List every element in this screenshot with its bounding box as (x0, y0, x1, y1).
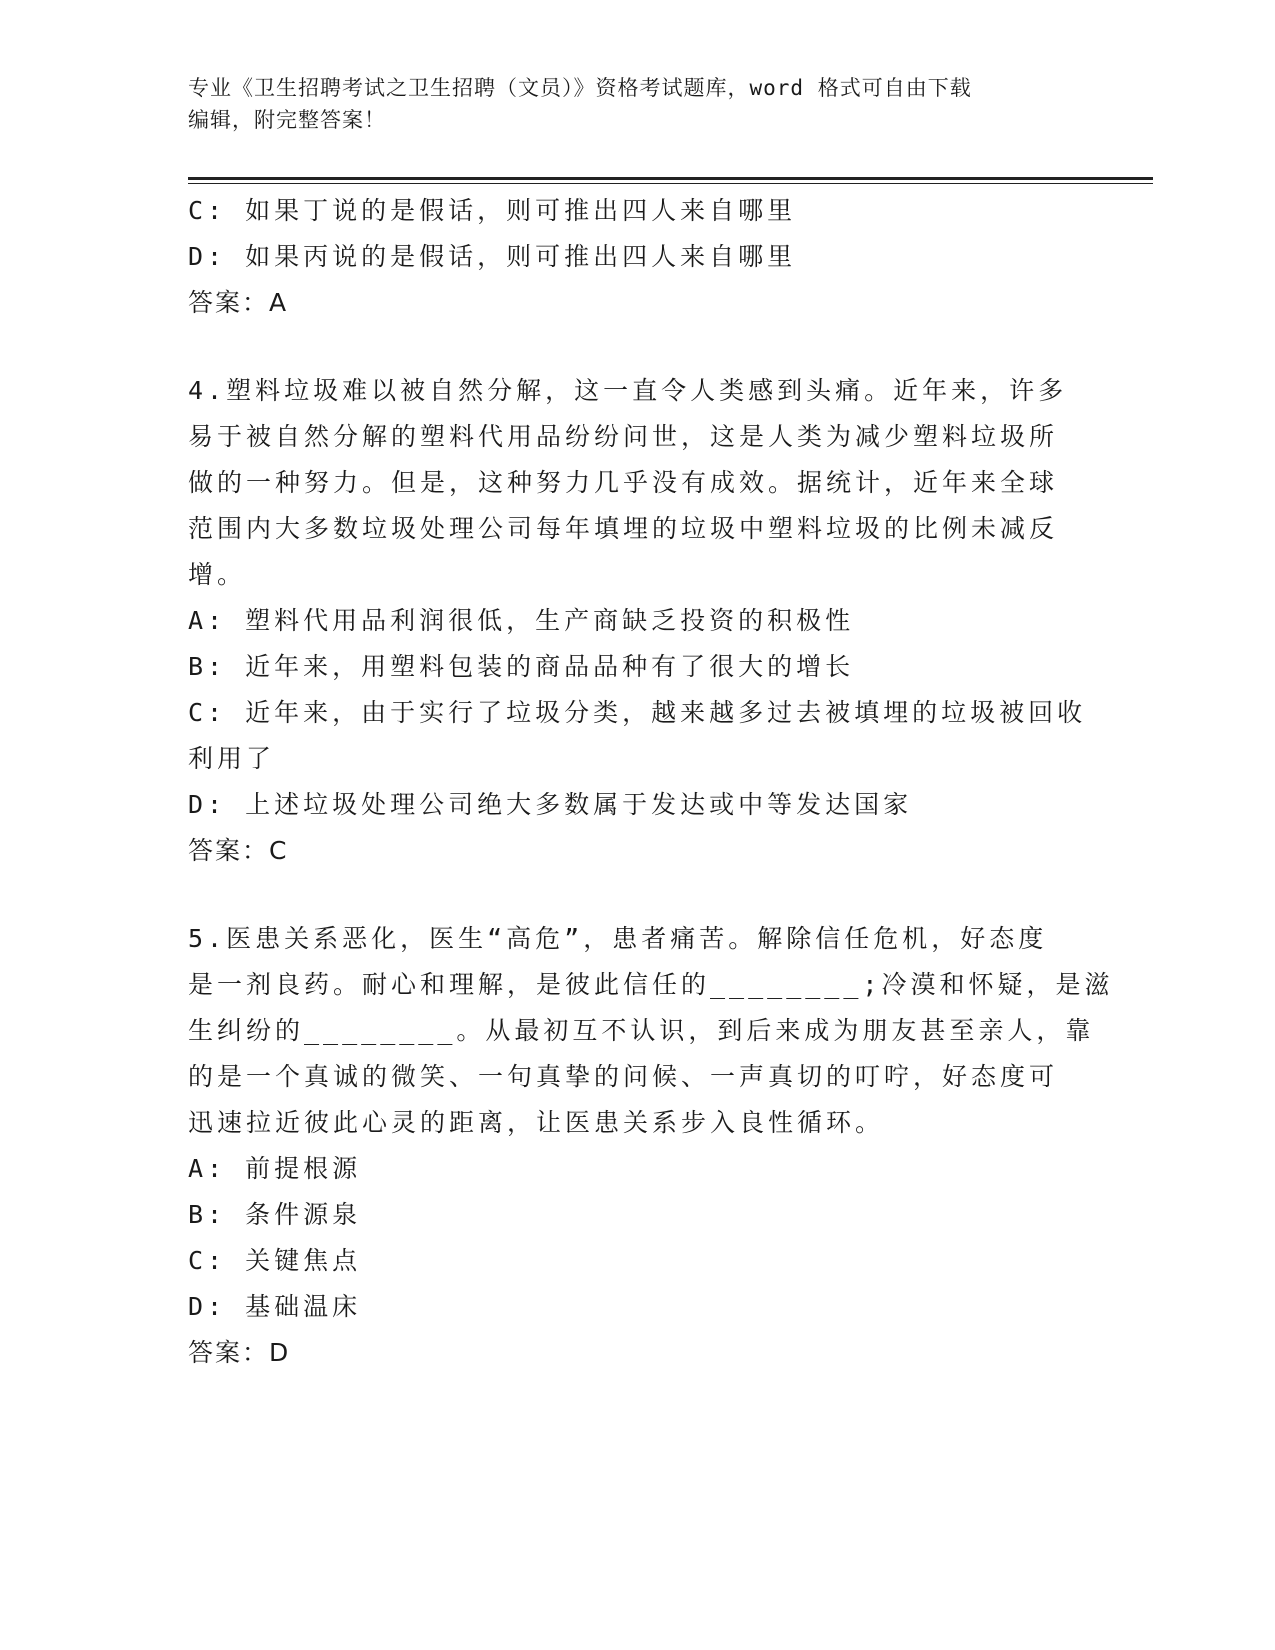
spacer (188, 874, 1088, 916)
header-rule-thick (188, 177, 1153, 180)
question-stem-line: 增。 (188, 560, 247, 589)
document-header (188, 72, 1088, 136)
question-stem-line: 做的一种努力。但是，这种努力几乎没有成效。据统计，近年来全球 (188, 468, 1059, 497)
question-stem-line: 的是一个真诚的微笑、一句真挚的问候、一声真切的叮咛，好态度可 (188, 1062, 1059, 1091)
header-line: 专业《卫生招聘考试之卫生招聘（文员）》资格考试题库，word 格式可自由下载 (188, 76, 972, 100)
option-a: A: 塑料代用品利润很低，生产商缺乏投资的积极性 (188, 606, 855, 635)
header-line: 编辑，附完整答案！ (188, 108, 386, 132)
option-b: B: 近年来，用塑料包装的商品品种有了很大的增长 (188, 652, 855, 681)
header-rule-thin (188, 183, 1153, 184)
answer-line: 答案：C (188, 836, 289, 865)
question-stem-line: 迅速拉近彼此心灵的距离，让医患关系步入良性循环。 (188, 1108, 885, 1137)
option-d: D: 如果丙说的是假话，则可推出四人来自哪里 (188, 242, 797, 271)
option-b: B: 条件源泉 (188, 1200, 362, 1229)
question-4 (188, 368, 1088, 874)
option-d: D: 上述垃圾处理公司绝大多数属于发达或中等发达国家 (188, 790, 913, 819)
question-stem-line: 生纠纷的________。从最初互不认识，到后来成为朋友甚至亲人，靠 (188, 1016, 1095, 1045)
spacer (188, 326, 1088, 368)
question-stem-line: 易于被自然分解的塑料代用品纷纷问世，这是人类为减少塑料垃圾所 (188, 422, 1059, 451)
question-stem-line: 4.塑料垃圾难以被自然分解，这一直令人类感到头痛。近年来，许多 (188, 376, 1068, 405)
option-c-continued: 利用了 (188, 744, 276, 773)
option-c: C: 近年来，由于实行了垃圾分类，越来越多过去被填埋的垃圾被回收 (188, 698, 1087, 727)
question-3-tail (188, 188, 1088, 326)
option-a: A: 前提根源 (188, 1154, 362, 1183)
option-d: D: 基础温床 (188, 1292, 362, 1321)
answer-line: 答案：A (188, 288, 289, 317)
question-stem-line: 是一剂良药。耐心和理解，是彼此信任的________;冷漠和怀疑，是滋 (188, 970, 1114, 999)
document-body (188, 188, 1114, 1376)
option-c: C: 关键焦点 (188, 1246, 362, 1275)
answer-line: 答案：D (188, 1338, 291, 1367)
option-c: C: 如果丁说的是假话，则可推出四人来自哪里 (188, 196, 797, 225)
question-stem-line: 5.医患关系恶化，医生“高危”，患者痛苦。解除信任危机，好态度 (188, 924, 1048, 953)
question-stem-line: 范围内大多数垃圾处理公司每年填埋的垃圾中塑料垃圾的比例未减反 (188, 514, 1059, 543)
question-5 (188, 916, 1114, 1376)
